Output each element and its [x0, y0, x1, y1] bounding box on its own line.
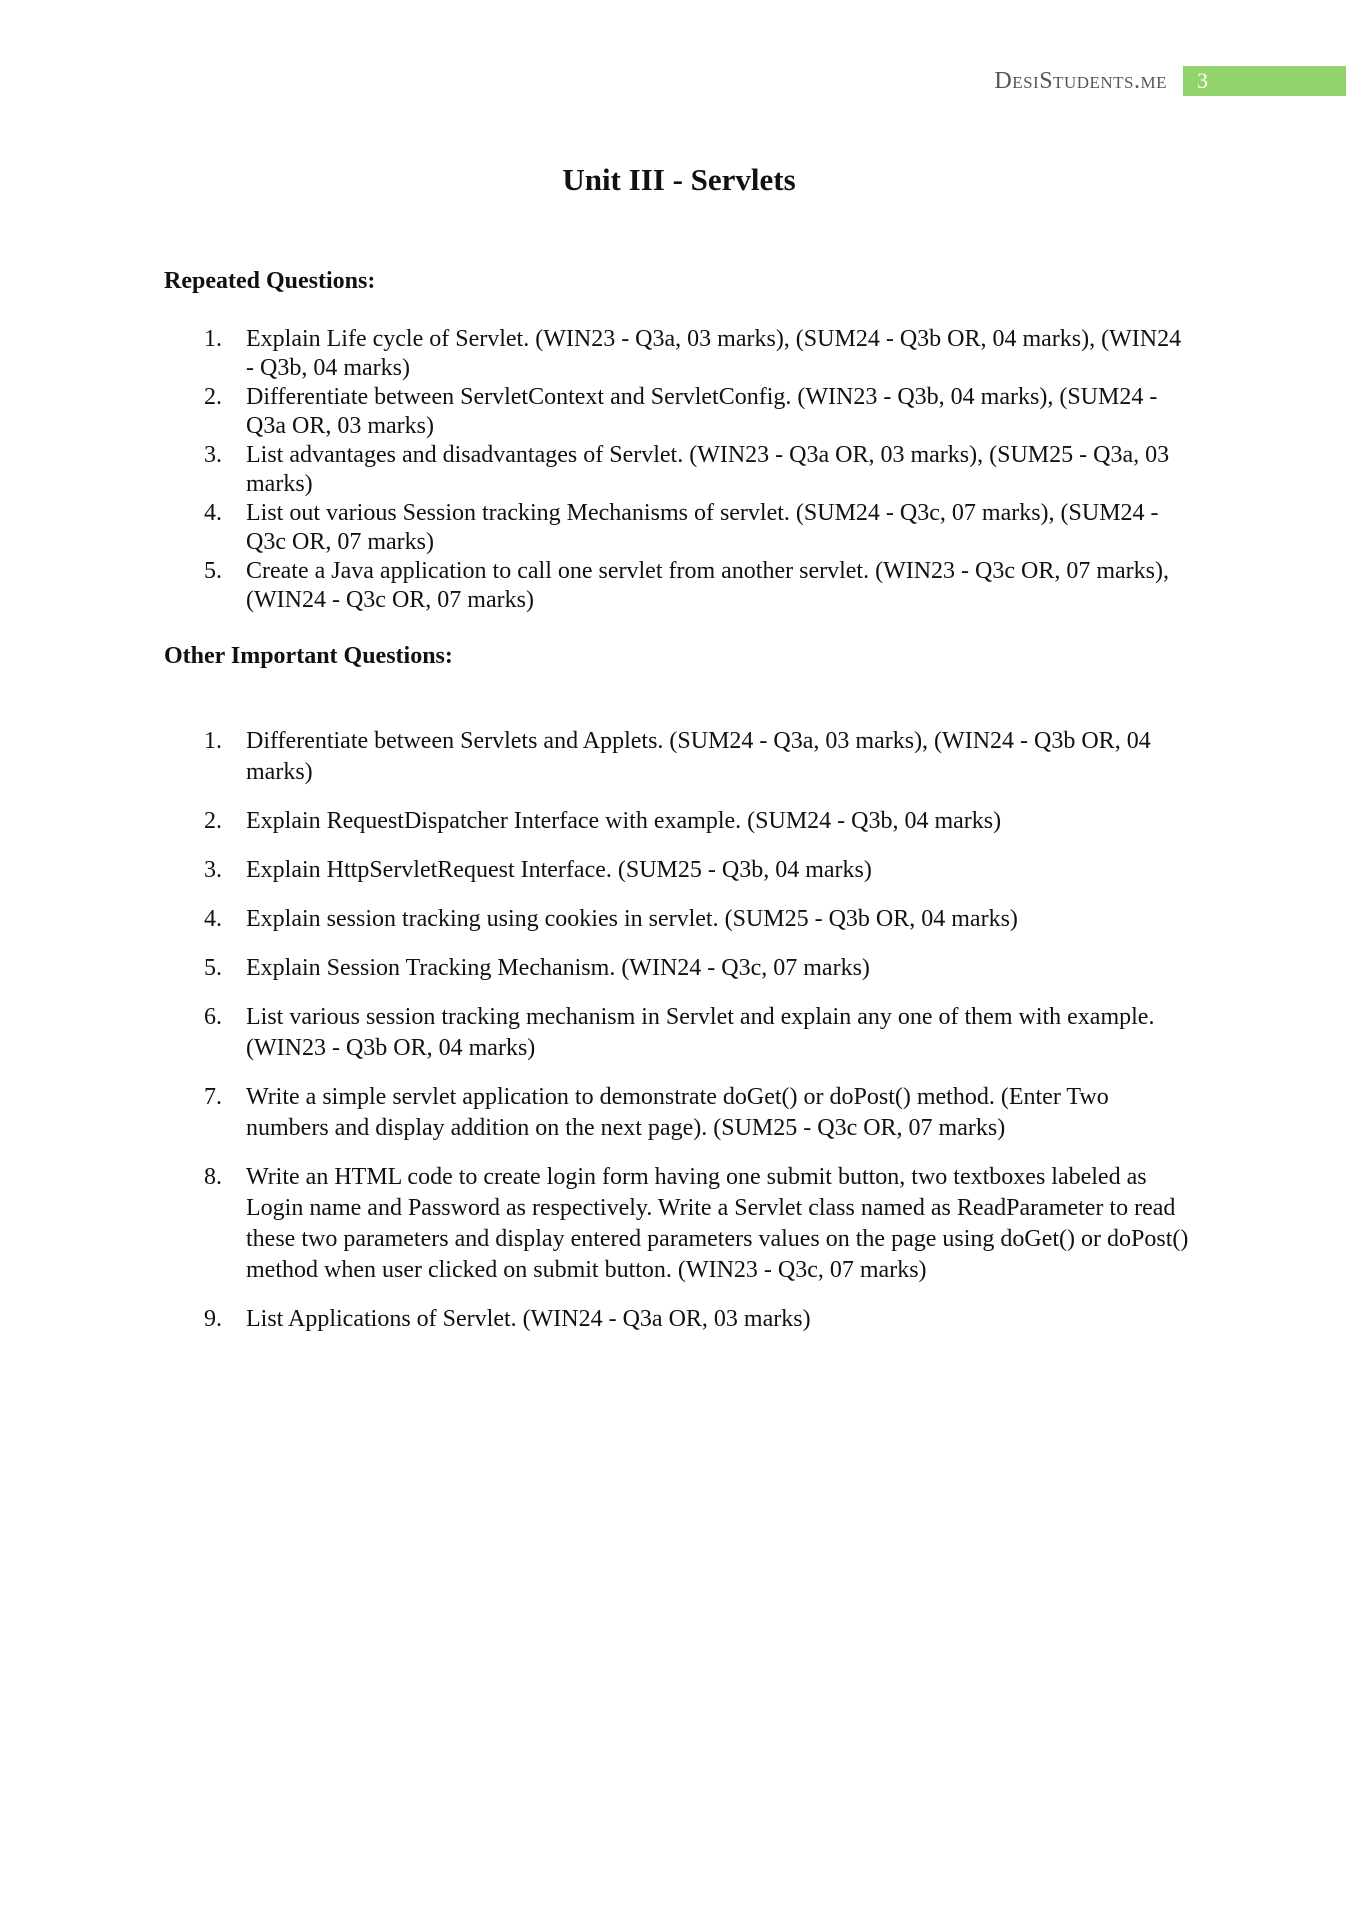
item-number: 4. — [204, 906, 222, 932]
list-item — [164, 1082, 1194, 1144]
repeated-questions-list — [164, 325, 1194, 615]
item-number: 7. — [204, 1084, 222, 1110]
item-number: 2. — [204, 808, 222, 834]
item-number: 3. — [204, 857, 222, 883]
list-item — [164, 383, 1194, 441]
item-text: Differentiate between Servlets and Applets. (SUM24 - Q3a, 03 marks), (WIN24 - Q3b OR, 04 marks) — [246, 728, 1151, 785]
other-questions-list — [164, 726, 1194, 1353]
item-number: 2. — [204, 384, 222, 410]
item-text: List Applications of Servlet. (WIN24 - Q3a OR, 03 marks) — [246, 1306, 811, 1332]
item-text: Explain HttpServletRequest Interface. (SUM25 - Q3b, 04 marks) — [246, 857, 872, 883]
item-text: List advantages and disadvantages of Servlet. (WIN23 - Q3a OR, 03 marks), (SUM25 - Q3a, 03 marks) — [246, 442, 1170, 497]
item-text: List out various Session tracking Mechanisms of servlet. (SUM24 - Q3c, 07 marks), (SUM24 - Q3c OR, 07 marks) — [246, 500, 1159, 555]
list-item — [164, 499, 1194, 557]
item-text: Explain Session Tracking Mechanism. (WIN24 - Q3c, 07 marks) — [246, 955, 870, 981]
list-item — [164, 1002, 1194, 1064]
item-text: Write a simple servlet application to demonstrate doGet() or doPost() method. (Enter Two numbers and display addition on the next page). (SUM25 - Q3c OR, 07 marks) — [246, 1084, 1109, 1141]
item-number: 8. — [204, 1164, 222, 1190]
list-item — [164, 806, 1194, 837]
item-number: 5. — [204, 558, 222, 584]
list-item — [164, 325, 1194, 383]
list-item — [164, 1304, 1194, 1335]
page-title: Unit III - Servlets — [562, 162, 796, 197]
item-number: 5. — [204, 955, 222, 981]
other-questions-heading: Other Important Questions: — [164, 643, 453, 669]
list-item — [164, 855, 1194, 886]
item-number: 6. — [204, 1004, 222, 1030]
item-text: Explain Life cycle of Servlet. (WIN23 - Q3a, 03 marks), (SUM24 - Q3b OR, 04 marks), (WIN24 - Q3b, 04 marks) — [246, 326, 1182, 381]
item-text: Create a Java application to call one servlet from another servlet. (WIN23 - Q3c OR, 07 marks), (WIN24 - Q3c OR, 07 marks) — [246, 558, 1170, 613]
list-item — [164, 441, 1194, 499]
item-number: 9. — [204, 1306, 222, 1332]
list-item — [164, 1162, 1194, 1286]
list-item — [164, 904, 1194, 935]
site-name: DesiStudents.me — [994, 68, 1167, 94]
page-number: 3 — [1183, 66, 1346, 96]
list-item — [164, 953, 1194, 984]
item-number: 3. — [204, 442, 222, 468]
item-text: Explain RequestDispatcher Interface with example. (SUM24 - Q3b, 04 marks) — [246, 808, 1002, 834]
item-text: List various session tracking mechanism in Servlet and explain any one of them with example. (WIN23 - Q3b OR, 04 marks) — [246, 1004, 1155, 1061]
item-number: 1. — [204, 728, 222, 754]
item-text: Explain session tracking using cookies in servlet. (SUM25 - Q3b OR, 04 marks) — [246, 906, 1018, 932]
item-number: 1. — [204, 326, 222, 352]
page-header — [994, 66, 1346, 96]
list-item — [164, 557, 1194, 615]
item-text: Write an HTML code to create login form having one submit button, two textboxes labeled as Login name and Password as respectively. Write a Servlet class named as ReadParameter to read these two parameters and display entered parameters values on the page using doGet() or doPost() method when user clicked on submit button. (WIN23 - Q3c, 07 marks) — [246, 1164, 1189, 1283]
list-item — [164, 726, 1194, 788]
item-number: 4. — [204, 500, 222, 526]
item-text: Differentiate between ServletContext and ServletConfig. (WIN23 - Q3b, 04 marks), (SUM24 - Q3a OR, 03 marks) — [246, 384, 1158, 439]
repeated-questions-heading: Repeated Questions: — [164, 268, 376, 294]
